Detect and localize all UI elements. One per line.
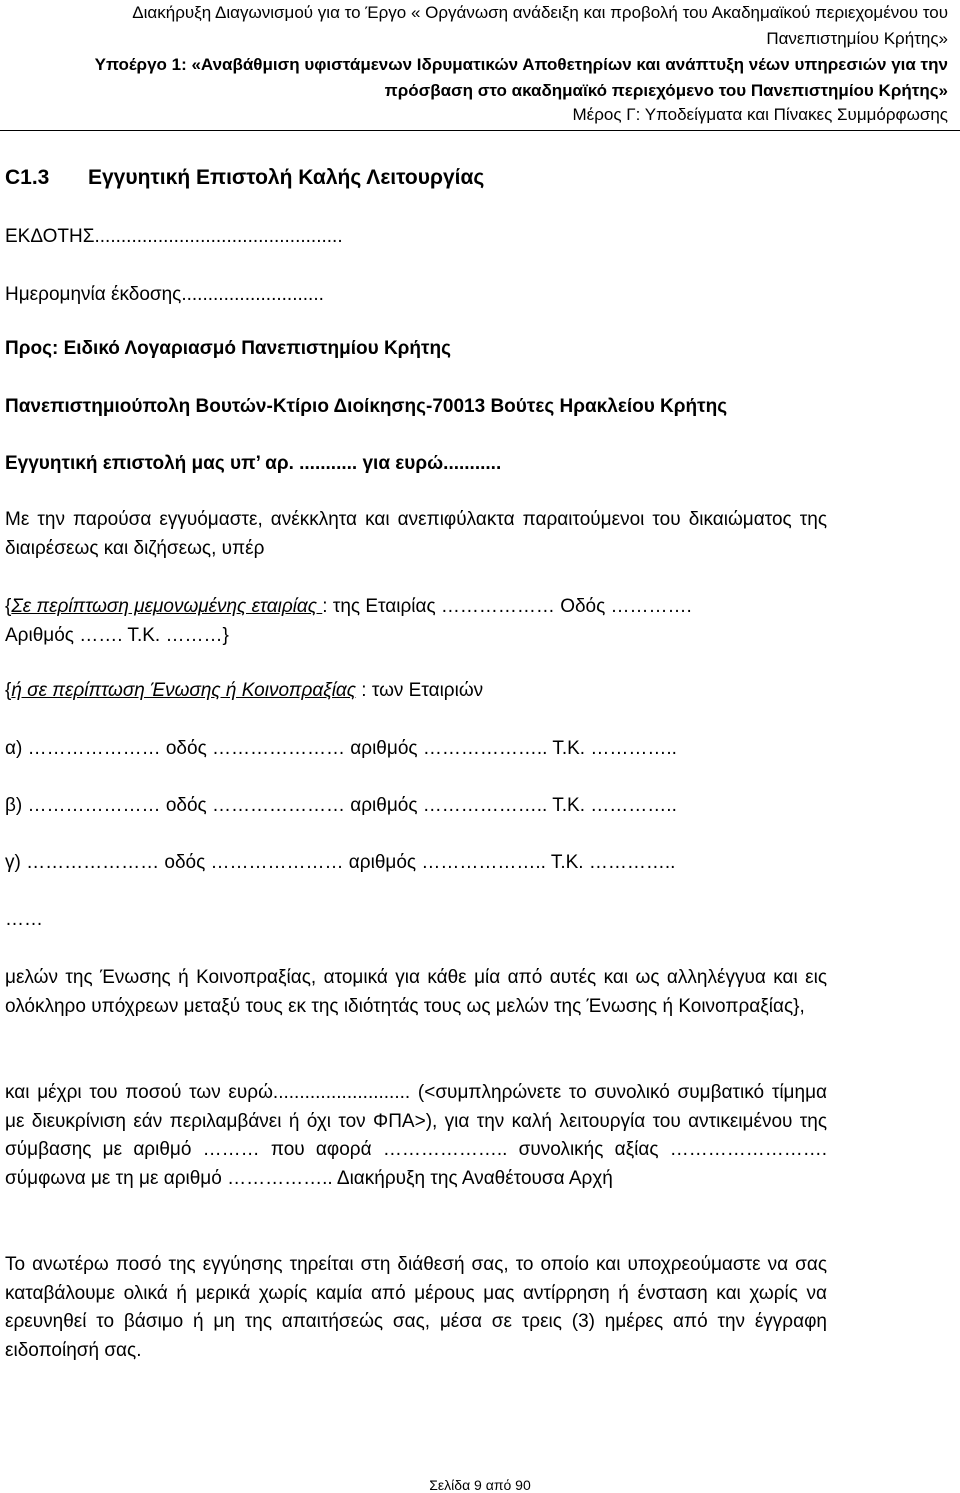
joint-venture-label: ή σε περίπτωση Ένωσης ή Κοινοπραξίας [11, 680, 356, 701]
single-company-text: : της Εταιρίας ……………… Οδός …………. [322, 596, 692, 617]
single-company-clause [5, 593, 827, 622]
issuer-field: ΕΚΔΟΤΗΣ............................................... [5, 226, 343, 247]
header-line-5: Μέρος Γ: Υποδείγματα και Πίνακες Συμμόρφωσης [572, 105, 948, 124]
joint-open-brace: { [5, 680, 12, 701]
header-line-1: Διακήρυξη Διαγωνισμού για το Έργο « Οργάνωση ανάδειξη και προβολή του Ακαδημαϊκού περιεχομένου του [132, 3, 948, 22]
member-a-line: α) ………………… οδός ………………… αριθμός ……………….. Τ.Κ. ………….. [5, 738, 677, 759]
guarantee-letter-ref: Εγγυητική επιστολή μας υπ’ αρ. ........... για ευρώ........... [5, 453, 502, 474]
amount-paragraph: και μέχρι του ποσού των ευρώ.......................... (<συμπληρώνετε το συνολικό συμβατικό τίμημα με διευκρίνιση εάν περιλαμβάνει ή όχι τον ΦΠΑ>), για την καλή λειτουργία του αντικειμένου της σύμβασης με αριθμό ……… που αφορά ……………….. συνολικής αξίας ……………………. σύμφωνα με τη με αριθμό …………….. Διακήρυξη της Αναθέτουσα Αρχή [5, 1082, 827, 1189]
section-number: C1.3 [5, 166, 50, 189]
section-title: Εγγυητική Επιστολή Καλής Λειτουργίας [88, 166, 485, 189]
payment-paragraph: Το ανωτέρω ποσό της εγγύησης τηρείται στη διάθεσή σας, το οποίο και υποχρεούμαστε να σας καταβάλουμε ολικά ή μερικά χωρίς καμία από μέρους μας αντίρρηση ή ένσταση και χωρίς να ερευνηθεί το βάσιμο ή μη της απαιτήσεώς σας, μέσα σε τρεις (3) ημέρες από την έγγραφη ειδοποίησή σας. [5, 1254, 827, 1361]
header-line-3: Υποέργο 1: «Αναβάθμιση υφιστάμενων Ιδρυματικών Αποθετηρίων και ανάπτυξη νέων υπηρεσιών για την [94, 55, 948, 74]
joint-venture-text: : των Εταιριών [356, 680, 484, 701]
recipient-address: Πανεπιστημιούπολη Βουτών-Κτίριο Διοίκησης-70013 Βούτες Ηρακλείου Κρήτης [5, 396, 728, 417]
header-line-2: Πανεπιστημίου Κρήτης» [766, 29, 948, 48]
ellipsis-line: …… [5, 909, 43, 930]
page-number: Σελίδα 9 από 90 [429, 1477, 531, 1493]
member-b-line: β) ………………… οδός ………………… αριθμός ……………….. Τ.Κ. ………….. [5, 795, 677, 816]
member-c-line: γ) ………………… οδός ………………… αριθμός ……………….. Τ.Κ. ………….. [5, 852, 676, 873]
issue-date-field: Ημερομηνία έκδοσης........................... [5, 284, 324, 305]
intro-paragraph: Με την παρούσα εγγυόμαστε, ανέκκλητα και ανεπιφύλακτα παραιτούμενοι του δικαιώματος της διαιρέσεως και διζήσεως, υπέρ [5, 509, 827, 559]
members-paragraph: μελών της Ένωσης ή Κοινοπραξίας, ατομικά για κάθε μία από αυτές και ως αλληλέγγυα και εις ολόκληρο υπόχρεων μεταξύ τους εκ της ιδιότητάς τους ως μελών της Ένωσης ή Κοινοπραξίας}, [5, 967, 827, 1017]
page-header [0, 0, 960, 131]
single-company-line-2: Αριθμός ……. Τ.Κ. ………} [5, 625, 229, 646]
single-open-brace: { [5, 596, 12, 617]
single-company-label: Σε περίπτωση μεμονωμένης εταιρίας [11, 596, 323, 617]
joint-venture-clause [5, 678, 483, 704]
recipient-line: Προς: Ειδικό Λογαριασμό Πανεπιστημίου Κρήτης [5, 338, 451, 359]
header-line-4: πρόσβαση στο ακαδημαϊκό περιεχόμενο του Πανεπιστημίου Κρήτης» [384, 81, 948, 100]
